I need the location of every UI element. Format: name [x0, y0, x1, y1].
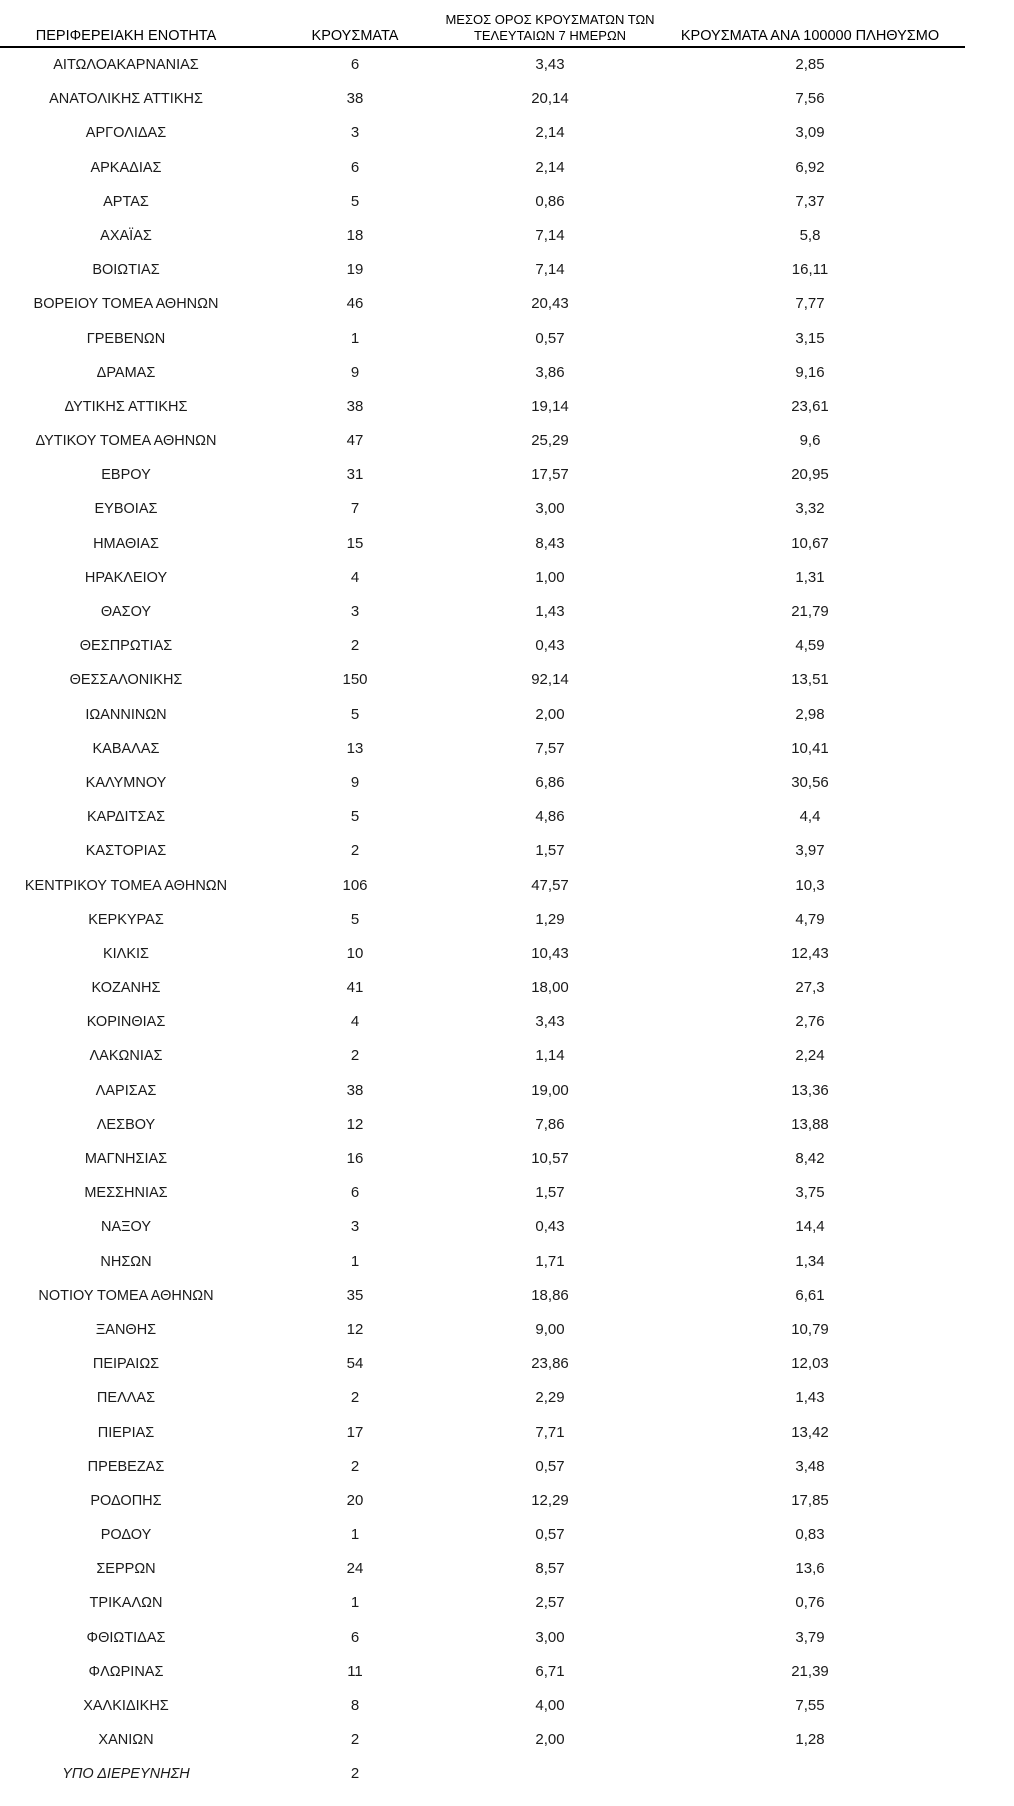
table-row	[0, 1655, 965, 1689]
header-cases: ΚΡΟΥΣΜΑΤΑ	[311, 28, 399, 44]
region-name: ΚΑΡΔΙΤΣΑΣ	[86, 809, 166, 826]
table-row	[0, 424, 965, 458]
cases-value: 46	[346, 295, 364, 313]
region-name: ΚΟΡΙΝΘΙΑΣ	[86, 1014, 166, 1031]
region-name: ΧΑΛΚΙΔΙΚΗΣ	[83, 1698, 169, 1714]
avg-7day-value: 7,14	[535, 226, 565, 244]
per-100k-value: 13,88	[791, 1115, 829, 1133]
per-100k-value: 4,59	[795, 637, 825, 655]
per-100k-value: 9,6	[799, 432, 821, 450]
avg-7day-value: 10,57	[531, 1150, 569, 1167]
table-row	[0, 390, 965, 424]
cases-value: 5	[350, 910, 360, 928]
table-row	[0, 492, 965, 526]
table-row	[0, 1245, 965, 1279]
region-name: ΝΗΣΩΝ	[100, 1253, 152, 1270]
per-100k-value: 6,92	[795, 158, 825, 176]
avg-7day-value: 7,86	[535, 1115, 565, 1133]
region-name: ΦΘΙΩΤΙΔΑΣ	[86, 1629, 166, 1646]
avg-7day-value: 4,00	[535, 1697, 565, 1714]
region-name: ΒΟΙΩΤΙΑΣ	[92, 262, 160, 279]
per-100k-value: 3,75	[795, 1184, 825, 1202]
per-100k-value: 6,61	[795, 1286, 825, 1304]
region-name: ΝΟΤΙΟΥ ΤΟΜΕΑ ΑΘΗΝΩΝ	[38, 1287, 214, 1304]
region-name: ΑΡΓΟΛΙΔΑΣ	[85, 125, 167, 142]
avg-7day-value: 7,57	[535, 739, 565, 757]
avg-7day-value: 8,57	[535, 1560, 565, 1578]
region-name: ΔΡΑΜΑΣ	[96, 364, 156, 381]
cases-value: 2	[350, 1389, 360, 1407]
cases-value: 8	[350, 1697, 360, 1714]
cases-value: 4	[350, 568, 360, 586]
table-row	[0, 1074, 965, 1108]
table-row	[0, 732, 965, 766]
region-name: ΚΑΒΑΛΑΣ	[92, 740, 160, 757]
region-name: ΡΟΔΟΠΗΣ	[90, 1492, 162, 1509]
region-name: ΛΑΡΙΣΑΣ	[95, 1082, 157, 1099]
per-100k-value: 7,55	[795, 1697, 825, 1714]
avg-7day-value: 19,14	[531, 397, 569, 415]
region-name: ΠΙΕΡΙΑΣ	[97, 1424, 155, 1441]
avg-7day-value: 2,29	[535, 1389, 565, 1407]
region-name: ΡΟΔΟΥ	[100, 1527, 152, 1544]
avg-7day-value: 18,00	[531, 979, 569, 997]
cases-value: 41	[346, 979, 364, 997]
table-row	[0, 937, 965, 971]
per-100k-value: 7,56	[795, 90, 825, 108]
avg-7day-value: 12,29	[531, 1491, 569, 1509]
per-100k-value: 13,6	[795, 1560, 825, 1578]
per-100k-value: 3,97	[795, 842, 825, 860]
region-name: ΓΡΕΒΕΝΩΝ	[86, 330, 166, 347]
per-100k-value: 2,24	[795, 1047, 825, 1065]
per-100k-value: 7,77	[795, 295, 825, 313]
per-100k-value: 27,3	[795, 979, 825, 997]
cases-value: 17	[346, 1423, 364, 1441]
per-100k-value: 17,85	[791, 1491, 829, 1509]
avg-7day-value: 8,43	[535, 534, 565, 552]
avg-7day-value: 7,14	[535, 261, 565, 279]
table-row	[0, 1416, 965, 1450]
cases-value: 12	[346, 1320, 364, 1338]
region-name: ΘΕΣΣΑΛΟΝΙΚΗΣ	[69, 672, 183, 689]
per-100k-value: 21,79	[791, 603, 829, 620]
per-100k-value: 1,43	[795, 1389, 825, 1407]
cases-value: 150	[342, 671, 368, 689]
table-row	[0, 595, 965, 629]
avg-7day-value: 2,14	[535, 158, 565, 176]
region-name: ΠΕΙΡΑΙΩΣ	[92, 1356, 160, 1373]
avg-7day-value: 3,43	[535, 56, 565, 73]
avg-7day-value: 1,43	[535, 603, 565, 620]
table-row	[0, 219, 965, 253]
avg-7day-value: 1,71	[535, 1252, 565, 1270]
cases-value: 5	[350, 808, 360, 826]
avg-7day-value: 23,86	[531, 1355, 569, 1373]
table-row	[0, 1757, 965, 1791]
avg-7day-value: 3,00	[535, 500, 565, 518]
table-row	[0, 116, 965, 150]
avg-7day-value: 2,00	[535, 1731, 565, 1749]
region-name: ΕΒΡΟΥ	[101, 467, 151, 484]
region-name: ΑΧΑΪΑΣ	[100, 227, 152, 244]
cases-value: 3	[350, 1218, 360, 1236]
region-name: ΘΑΣΟΥ	[100, 604, 152, 620]
table-row	[0, 1039, 965, 1073]
cases-value: 1	[350, 329, 360, 347]
table-row	[0, 287, 965, 321]
avg-7day-value: 0,86	[535, 192, 565, 210]
region-name: ΔΥΤΙΚΗΣ ΑΤΤΙΚΗΣ	[64, 398, 188, 415]
cases-value: 35	[346, 1286, 364, 1304]
cases-value: 6	[350, 158, 360, 176]
cases-value: 5	[350, 192, 360, 210]
cases-value: 6	[350, 1628, 360, 1646]
header-7day-average	[430, 12, 670, 44]
avg-7day-value: 0,43	[535, 1218, 565, 1236]
table-row	[0, 1005, 965, 1039]
region-name: ΜΑΓΝΗΣΙΑΣ	[84, 1151, 168, 1167]
avg-7day-value: 0,43	[535, 637, 565, 655]
table-row	[0, 1176, 965, 1210]
region-name: ΗΜΑΘΙΑΣ	[93, 535, 159, 552]
table-row	[0, 253, 965, 287]
cases-value: 20	[346, 1491, 364, 1509]
cases-value: 31	[346, 466, 364, 484]
region-name: ΤΡΙΚΑΛΩΝ	[89, 1595, 163, 1612]
cases-value: 12	[346, 1115, 364, 1133]
table-row	[0, 1621, 965, 1655]
avg-7day-value: 0,57	[535, 329, 565, 347]
region-name: ΚΑΣΤΟΡΙΑΣ	[85, 843, 167, 860]
avg-7day-value: 6,86	[535, 773, 565, 791]
region-name: ΚΕΝΤΡΙΚΟΥ ΤΟΜΕΑ ΑΘΗΝΩΝ	[24, 877, 228, 894]
table-row	[0, 1313, 965, 1347]
avg-7day-value: 2,00	[535, 705, 565, 723]
table-row	[0, 834, 965, 868]
cases-value: 54	[346, 1355, 364, 1373]
cases-value: 47	[346, 432, 364, 450]
table-row	[0, 1723, 965, 1757]
region-name: ΝΑΞΟΥ	[100, 1219, 152, 1236]
per-100k-value: 3,48	[795, 1457, 825, 1475]
region-name: ΚΟΖΑΝΗΣ	[91, 980, 161, 997]
cases-value: 2	[350, 1457, 360, 1475]
table-row	[0, 185, 965, 219]
region-name: ΠΕΛΛΑΣ	[96, 1390, 156, 1407]
table-row	[0, 1347, 965, 1381]
cases-value: 10	[346, 944, 364, 962]
region-name: ΠΡΕΒΕΖΑΣ	[87, 1458, 165, 1475]
per-100k-value: 13,51	[791, 671, 829, 689]
cases-value: 1	[350, 1526, 360, 1544]
avg-7day-value: 47,57	[531, 876, 569, 894]
avg-7day-value: 25,29	[531, 432, 569, 450]
per-100k-value: 3,15	[795, 329, 825, 347]
table-row	[0, 322, 965, 356]
per-100k-value: 3,32	[795, 500, 825, 518]
per-100k-value: 2,98	[795, 705, 825, 723]
per-100k-value: 12,43	[791, 944, 829, 962]
cases-value: 15	[346, 534, 364, 552]
region-name: ΚΕΡΚΥΡΑΣ	[88, 911, 164, 928]
avg-7day-value: 20,14	[531, 90, 569, 108]
per-100k-value: 3,09	[795, 124, 825, 142]
per-100k-value: 14,4	[795, 1218, 825, 1236]
avg-7day-value: 4,86	[535, 808, 565, 826]
cases-value: 7	[350, 500, 360, 518]
cases-value: 38	[346, 90, 364, 108]
per-100k-value: 30,56	[791, 773, 829, 791]
avg-7day-value: 6,71	[535, 1662, 565, 1680]
table-row	[0, 527, 965, 561]
per-100k-value: 5,8	[799, 226, 821, 244]
cases-value: 3	[350, 124, 360, 142]
header-cases-per-100k: ΚΡΟΥΣΜΑΤΑ ΑΝΑ 100000 ΠΛΗΘΥΣΜΟ	[680, 28, 940, 44]
table-row	[0, 629, 965, 663]
cases-value: 38	[346, 397, 364, 415]
cases-value: 16	[346, 1150, 364, 1167]
cases-value: 9	[350, 363, 360, 381]
per-100k-value: 10,3	[795, 876, 825, 894]
per-100k-value: 2,76	[795, 1013, 825, 1031]
region-name: ΛΑΚΩΝΙΑΣ	[89, 1048, 163, 1065]
avg-7day-value: 0,57	[535, 1526, 565, 1544]
table-row	[0, 561, 965, 595]
avg-7day-value: 3,86	[535, 363, 565, 381]
avg-7day-value: 7,71	[535, 1423, 565, 1441]
avg-7day-value	[430, 1757, 670, 1791]
cases-value: 24	[346, 1560, 364, 1578]
table-row	[0, 903, 965, 937]
table-row	[0, 1381, 965, 1415]
per-100k-value: 13,42	[791, 1423, 829, 1441]
region-name: ΚΙΛΚΙΣ	[102, 945, 150, 962]
cases-value: 2	[350, 637, 360, 655]
region-name: ΘΕΣΠΡΩΤΙΑΣ	[79, 638, 173, 655]
cases-value: 2	[350, 1047, 360, 1065]
per-100k-value: 9,16	[795, 363, 825, 381]
table-row	[0, 663, 965, 697]
cases-value: 13	[346, 739, 364, 757]
cases-value: 106	[342, 876, 368, 894]
per-100k-value: 10,41	[791, 739, 829, 757]
per-100k-value: 4,79	[795, 910, 825, 928]
table-row	[0, 971, 965, 1005]
per-100k-value: 13,36	[791, 1081, 829, 1099]
cases-value: 19	[346, 261, 364, 279]
region-name: ΚΑΛΥΜΝΟΥ	[85, 774, 167, 791]
per-100k-value: 2,85	[795, 56, 825, 73]
avg-7day-value: 10,43	[531, 944, 569, 962]
per-100k-value: 8,42	[795, 1150, 825, 1167]
per-100k-value: 23,61	[791, 397, 829, 415]
per-100k-value: 21,39	[791, 1662, 829, 1680]
region-name: ΔΥΤΙΚΟΥ ΤΟΜΕΑ ΑΘΗΝΩΝ	[35, 433, 217, 450]
region-name: ΑΙΤΩΛΟΑΚΑΡΝΑΝΙΑΣ	[53, 57, 199, 73]
cases-value: 1	[350, 1252, 360, 1270]
per-100k-value: 0,83	[795, 1526, 825, 1544]
region-name: ΑΡΤΑΣ	[103, 193, 149, 210]
per-100k-value: 10,79	[791, 1320, 829, 1338]
table-row	[0, 1450, 965, 1484]
table-row	[0, 151, 965, 185]
avg-7day-value: 1,14	[535, 1047, 565, 1065]
per-100k-value: 16,11	[791, 261, 829, 279]
table-row	[0, 1484, 965, 1518]
header-7day-average-line-2: ΤΕΛΕΥΤΑΙΩΝ 7 ΗΜΕΡΩΝ	[473, 28, 627, 43]
avg-7day-value: 3,43	[535, 1013, 565, 1031]
region-name: ΦΛΩΡΙΝΑΣ	[88, 1663, 164, 1680]
region-name: ΗΡΑΚΛΕΙΟΥ	[84, 569, 168, 586]
table-row	[0, 458, 965, 492]
region-name: ΧΑΝΙΩΝ	[98, 1732, 154, 1749]
per-100k-value: 7,37	[795, 192, 825, 210]
cases-value: 6	[350, 56, 360, 73]
per-100k-value	[665, 1757, 955, 1791]
region-name: ΕΥΒΟΙΑΣ	[94, 501, 158, 518]
region-name: ΣΕΡΡΩΝ	[96, 1561, 156, 1578]
table-row	[0, 1586, 965, 1620]
avg-7day-value: 2,14	[535, 124, 565, 142]
region-name: ΑΝΑΤΟΛΙΚΗΣ ΑΤΤΙΚΗΣ	[49, 91, 203, 108]
region-name: ΛΕΣΒΟΥ	[96, 1116, 156, 1133]
avg-7day-value: 19,00	[531, 1081, 569, 1099]
per-100k-value: 1,34	[795, 1252, 825, 1270]
cases-value: 2	[350, 1731, 360, 1749]
per-100k-value: 4,4	[799, 808, 821, 826]
table-row	[0, 1108, 965, 1142]
table-row	[0, 766, 965, 800]
per-100k-value: 20,95	[791, 466, 829, 484]
avg-7day-value: 92,14	[531, 671, 569, 689]
avg-7day-value: 18,86	[531, 1286, 569, 1304]
avg-7day-value: 17,57	[531, 466, 569, 484]
cases-value: 5	[350, 705, 360, 723]
per-100k-value: 3,79	[795, 1628, 825, 1646]
avg-7day-value: 20,43	[531, 295, 569, 313]
cases-value: 1	[350, 1594, 360, 1612]
cases-value: 2	[350, 1765, 360, 1783]
avg-7day-value: 0,57	[535, 1457, 565, 1475]
per-100k-value: 0,76	[795, 1594, 825, 1612]
avg-7day-value: 9,00	[535, 1320, 565, 1338]
cases-value: 11	[347, 1662, 363, 1680]
table-row	[0, 800, 965, 834]
per-100k-value: 10,67	[791, 534, 829, 552]
region-name: ΥΠΟ ΔΙΕΡΕΥΝΗΣΗ	[62, 1766, 190, 1783]
table-row	[0, 1142, 965, 1176]
cases-value: 6	[350, 1184, 360, 1202]
per-100k-value: 1,31	[795, 568, 825, 586]
table-row	[0, 698, 965, 732]
table-body	[0, 48, 965, 1792]
region-name: ΞΑΝΘΗΣ	[95, 1321, 157, 1338]
table-header	[0, 0, 965, 48]
region-name: ΜΕΣΣΗΝΙΑΣ	[84, 1185, 168, 1202]
cases-value: 18	[346, 226, 364, 244]
avg-7day-value: 1,57	[535, 1184, 565, 1202]
region-name: ΙΩΑΝΝΙΝΩΝ	[85, 706, 167, 723]
avg-7day-value: 3,00	[535, 1628, 565, 1646]
cases-value: 4	[350, 1013, 360, 1031]
avg-7day-value: 1,29	[535, 910, 565, 928]
header-regional-unit: ΠΕΡΙΦΕΡΕΙΑΚΗ ΕΝΟΤΗΤΑ	[35, 28, 217, 44]
cases-value: 9	[350, 773, 360, 791]
avg-7day-value: 1,57	[535, 842, 565, 860]
table-row	[0, 1210, 965, 1244]
table-row	[0, 1518, 965, 1552]
region-name: ΑΡΚΑΔΙΑΣ	[90, 159, 162, 176]
cases-value: 3	[350, 603, 360, 620]
region-name: ΒΟΡΕΙΟΥ ΤΟΜΕΑ ΑΘΗΝΩΝ	[33, 296, 219, 313]
avg-7day-value: 2,57	[535, 1594, 565, 1612]
per-100k-value: 12,03	[791, 1355, 829, 1373]
per-100k-value: 1,28	[795, 1731, 825, 1749]
table-row	[0, 82, 965, 116]
table-row	[0, 1279, 965, 1313]
header-7day-average-line-1: ΜΕΣΟΣ ΟΡΟΣ ΚΡΟΥΣΜΑΤΩΝ ΤΩΝ	[445, 12, 655, 27]
table-row	[0, 1689, 965, 1723]
cases-value: 2	[350, 842, 360, 860]
table-row	[0, 1552, 965, 1586]
avg-7day-value: 1,00	[535, 568, 565, 586]
table-row	[0, 356, 965, 390]
table-row	[0, 48, 965, 82]
table-row	[0, 869, 965, 903]
cases-value: 38	[346, 1081, 364, 1099]
